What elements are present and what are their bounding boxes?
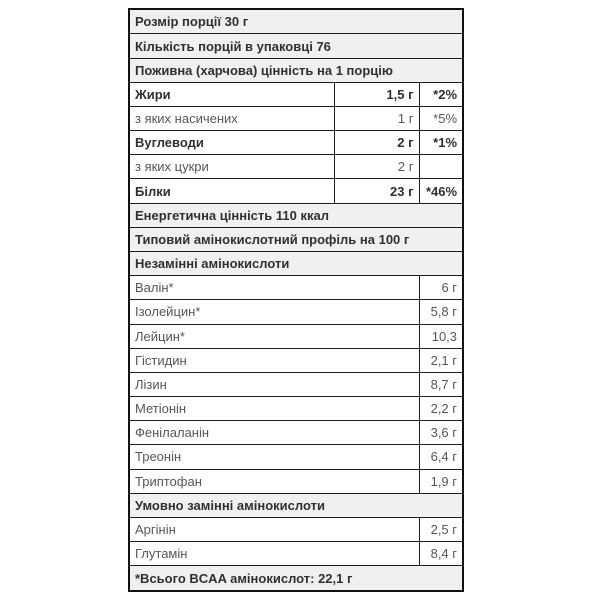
table-row-fats <box>129 82 463 106</box>
row-percent: *5% <box>419 106 463 130</box>
table-row-methionine <box>129 397 463 421</box>
row-label: Валін* <box>129 276 419 300</box>
table-row-energy <box>129 203 463 227</box>
row-label: Глутамін <box>129 542 419 566</box>
section-label: *Всього BCAA амінокислот: 22,1 г <box>129 566 463 591</box>
section-label: Кількість порцій в упаковці 76 <box>129 34 463 58</box>
section-label: Розмір порції 30 г <box>129 9 463 34</box>
table-row-essential-header <box>129 251 463 275</box>
row-label: Триптофан <box>129 469 419 493</box>
section-label: Умовно замінні амінокислоти <box>129 493 463 517</box>
row-label: з яких цукри <box>129 155 334 179</box>
table-row-carbohydrates <box>129 131 463 155</box>
section-label: Енергетична цінність 110 ккал <box>129 203 463 227</box>
table-row-conditional-header <box>129 493 463 517</box>
row-value: 6,4 г <box>419 445 463 469</box>
table-row-histidine <box>129 348 463 372</box>
table-row-serving-size <box>129 9 463 34</box>
row-value: 2 г <box>334 155 419 179</box>
table-row-proteins <box>129 179 463 203</box>
table-row-servings-per-pack <box>129 34 463 58</box>
row-value: 5,8 г <box>419 300 463 324</box>
table-row-sugars <box>129 155 463 179</box>
table-row-bcaa-total <box>129 566 463 591</box>
row-label: Лізин <box>129 372 419 396</box>
row-value: 1,5 г <box>334 82 419 106</box>
row-percent: *2% <box>419 82 463 106</box>
table-row-isoleucine <box>129 300 463 324</box>
row-percent: *46% <box>419 179 463 203</box>
table-row-valine <box>129 276 463 300</box>
table-row-arginine <box>129 517 463 541</box>
row-value: 8,4 г <box>419 542 463 566</box>
section-label: Незамінні амінокислоти <box>129 251 463 275</box>
table-row-nutrition-header <box>129 58 463 82</box>
row-label: з яких насичених <box>129 106 334 130</box>
table-row-phenylalanine <box>129 421 463 445</box>
row-value: 2,1 г <box>419 348 463 372</box>
row-value: 2,2 г <box>419 397 463 421</box>
row-label: Ізолейцин* <box>129 300 419 324</box>
row-percent <box>419 155 463 179</box>
table-row-tryptophan <box>129 469 463 493</box>
row-value: 3,6 г <box>419 421 463 445</box>
section-label: Типовий амінокислотний профіль на 100 г <box>129 227 463 251</box>
nutrition-table <box>128 8 464 592</box>
row-value: 6 г <box>419 276 463 300</box>
row-value: 23 г <box>334 179 419 203</box>
table-row-amino-profile-header <box>129 227 463 251</box>
table-row-glutamine <box>129 542 463 566</box>
row-value: 10,3 <box>419 324 463 348</box>
table-row-lysine <box>129 372 463 396</box>
row-value: 1 г <box>334 106 419 130</box>
section-label: Поживна (харчова) цінність на 1 порцію <box>129 58 463 82</box>
row-value: 2,5 г <box>419 517 463 541</box>
row-label: Метіонін <box>129 397 419 421</box>
row-value: 2 г <box>334 131 419 155</box>
row-label: Треонін <box>129 445 419 469</box>
row-label: Гістидин <box>129 348 419 372</box>
row-value: 8,7 г <box>419 372 463 396</box>
row-label: Вуглеводи <box>129 131 334 155</box>
row-label: Аргінін <box>129 517 419 541</box>
row-label: Лейцин* <box>129 324 419 348</box>
row-percent: *1% <box>419 131 463 155</box>
row-label: Білки <box>129 179 334 203</box>
table-row-saturated-fats <box>129 106 463 130</box>
table-row-leucine <box>129 324 463 348</box>
row-label: Жири <box>129 82 334 106</box>
table-row-threonine <box>129 445 463 469</box>
row-label: Фенілаланін <box>129 421 419 445</box>
row-value: 1,9 г <box>419 469 463 493</box>
